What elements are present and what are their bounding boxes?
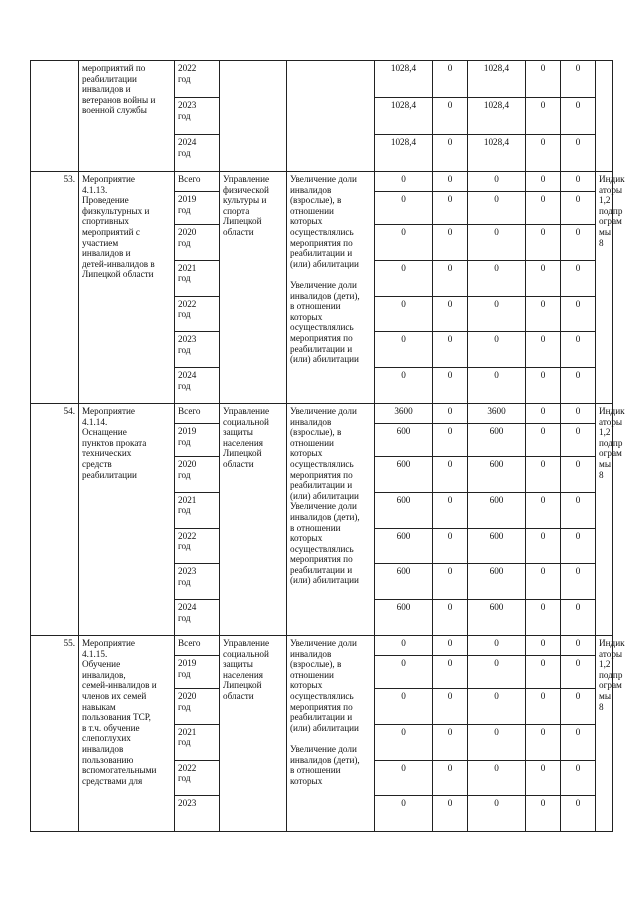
cell-year: 2020 год [175, 688, 220, 724]
cell-local-value: 0 [526, 172, 561, 192]
cell-local-value: 0 [526, 403, 561, 423]
cell-federal-value: 0 [433, 635, 468, 655]
cell-regional-value: 600 [468, 600, 526, 636]
cell-number: 55. [31, 635, 79, 831]
cell-year: 2023 год [175, 332, 220, 368]
cell-result: Увеличение доли инвалидов (взрослые), в отношении которых осуществлялись мероприятия по реабилитации и (или) абилитации Увеличение доли инвалидов (дети), в отношении которых [287, 635, 375, 831]
cell-local-value: 0 [526, 368, 561, 404]
cell-federal-value: 0 [433, 225, 468, 261]
cell-local-value: 0 [526, 492, 561, 528]
cell-regional-value: 600 [468, 423, 526, 456]
cell-regional-value: 0 [468, 655, 526, 688]
cell-other-value: 0 [561, 760, 596, 796]
cell-local-value: 0 [526, 296, 561, 332]
cell-local-value: 0 [526, 635, 561, 655]
cell-regional-value: 1028,4 [468, 98, 526, 135]
cell-indicator: Индик аторы 1,2 подпр ограм мы 8 [596, 172, 613, 404]
cell-regional-value: 0 [468, 332, 526, 368]
cell-federal-value: 0 [433, 456, 468, 492]
cell-local-value: 0 [526, 192, 561, 225]
cell-other-value: 0 [561, 655, 596, 688]
cell-total-value: 0 [375, 635, 433, 655]
cell-federal-value: 0 [433, 368, 468, 404]
cell-year: 2021 год [175, 260, 220, 296]
cell-number: 53. [31, 172, 79, 404]
cell-other-value: 0 [561, 260, 596, 296]
cell-local-value: 0 [526, 135, 561, 172]
cell-total-value: 0 [375, 368, 433, 404]
cell-other-value: 0 [561, 635, 596, 655]
cell-federal-value: 0 [433, 724, 468, 760]
cell-total-value: 600 [375, 492, 433, 528]
cell-measure: Мероприятие 4.1.15. Обучение инвалидов, семей-инвалидов и членов их семей навыкам пользования ТСР, в т.ч. обучение слепоглухих инвалидов пользованию вспомогательными средствами для [79, 635, 175, 831]
cell-year: Всего [175, 172, 220, 192]
cell-indicator: Индик аторы 1,2 подпр ограм мы 8 [596, 635, 613, 831]
table-row [31, 403, 613, 423]
cell-result: Увеличение доли инвалидов (взрослые), в отношении которых осуществлялись мероприятия по реабилитации и (или) абилитации Увеличение доли инвалидов (дети), в отношении которых осуществлялись мероприятия по реабилитации и (или) абилитации [287, 172, 375, 404]
cell-year: 2023 год [175, 98, 220, 135]
cell-total-value: 0 [375, 724, 433, 760]
cell-local-value: 0 [526, 688, 561, 724]
cell-total-value: 0 [375, 172, 433, 192]
cell-regional-value: 0 [468, 724, 526, 760]
cell-federal-value: 0 [433, 760, 468, 796]
cell-other-value: 0 [561, 61, 596, 98]
cell-executor: Управление социальной защиты населения Липецкой области [220, 403, 287, 635]
cell-result [287, 61, 375, 172]
cell-other-value: 0 [561, 192, 596, 225]
cell-total-value: 1028,4 [375, 135, 433, 172]
cell-year: 2022 год [175, 760, 220, 796]
cell-total-value: 600 [375, 600, 433, 636]
cell-regional-value: 0 [468, 260, 526, 296]
cell-other-value: 0 [561, 135, 596, 172]
cell-total-value: 600 [375, 423, 433, 456]
cell-local-value: 0 [526, 796, 561, 832]
cell-federal-value: 0 [433, 61, 468, 98]
cell-regional-value: 1028,4 [468, 61, 526, 98]
cell-total-value: 1028,4 [375, 98, 433, 135]
cell-year: 2023 год [175, 564, 220, 600]
cell-number: 54. [31, 403, 79, 635]
cell-year: 2022 год [175, 528, 220, 564]
cell-federal-value: 0 [433, 296, 468, 332]
cell-total-value: 3600 [375, 403, 433, 423]
cell-result: Увеличение доли инвалидов (взрослые), в отношении которых осуществлялись мероприятия по реабилитации и (или) абилитации Увеличение доли инвалидов (дети), в отношении которых осуществлялись мероприятия по реабилитации и (или) абилитации [287, 403, 375, 635]
cell-other-value: 0 [561, 368, 596, 404]
cell-regional-value: 0 [468, 368, 526, 404]
cell-year: Всего [175, 635, 220, 655]
cell-year: 2024 год [175, 135, 220, 172]
cell-executor: Управление социальной защиты населения Липецкой области [220, 635, 287, 831]
cell-total-value: 600 [375, 528, 433, 564]
cell-regional-value: 0 [468, 760, 526, 796]
cell-local-value: 0 [526, 456, 561, 492]
cell-local-value: 0 [526, 98, 561, 135]
cell-other-value: 0 [561, 492, 596, 528]
cell-total-value: 0 [375, 260, 433, 296]
cell-total-value: 1028,4 [375, 61, 433, 98]
cell-local-value: 0 [526, 528, 561, 564]
cell-federal-value: 0 [433, 655, 468, 688]
cell-federal-value: 0 [433, 135, 468, 172]
cell-total-value: 0 [375, 296, 433, 332]
cell-year: 2019 год [175, 192, 220, 225]
cell-measure: мероприятий по реабилитации инвалидов и ветеранов войны и военной службы [79, 61, 175, 172]
cell-year: 2020 год [175, 456, 220, 492]
cell-regional-value: 0 [468, 688, 526, 724]
cell-federal-value: 0 [433, 688, 468, 724]
cell-year: 2023 [175, 796, 220, 832]
cell-federal-value: 0 [433, 528, 468, 564]
cell-regional-value: 3600 [468, 403, 526, 423]
cell-local-value: 0 [526, 760, 561, 796]
cell-regional-value: 0 [468, 296, 526, 332]
cell-number [31, 61, 79, 172]
cell-year: 2021 год [175, 492, 220, 528]
program-table [30, 60, 625, 832]
cell-year: 2022 год [175, 61, 220, 98]
cell-total-value: 600 [375, 564, 433, 600]
cell-total-value: 0 [375, 225, 433, 261]
cell-local-value: 0 [526, 332, 561, 368]
cell-total-value: 0 [375, 192, 433, 225]
cell-total-value: 0 [375, 688, 433, 724]
table-row [31, 635, 613, 655]
cell-other-value: 0 [561, 564, 596, 600]
cell-regional-value: 600 [468, 492, 526, 528]
cell-indicator [596, 61, 613, 172]
cell-other-value: 0 [561, 423, 596, 456]
cell-executor [220, 61, 287, 172]
cell-regional-value: 600 [468, 564, 526, 600]
table-body [31, 61, 625, 832]
cell-regional-value: 0 [468, 225, 526, 261]
cell-local-value: 0 [526, 600, 561, 636]
cell-regional-value: 0 [468, 796, 526, 832]
cell-measure: Мероприятие 4.1.13. Проведение физкультурных и спортивных мероприятий с участием инвалидов и детей-инвалидов в Липецкой области [79, 172, 175, 404]
cell-regional-value: 600 [468, 456, 526, 492]
cell-federal-value: 0 [433, 564, 468, 600]
cell-federal-value: 0 [433, 172, 468, 192]
cell-other-value: 0 [561, 172, 596, 192]
cell-indicator: Индик аторы 1,2 подпр ограм мы 8 [596, 403, 613, 635]
cell-federal-value: 0 [433, 492, 468, 528]
cell-measure: Мероприятие 4.1.14. Оснащение пунктов проката технических средств реабилитации [79, 403, 175, 635]
cell-regional-value: 0 [468, 172, 526, 192]
cell-federal-value: 0 [433, 98, 468, 135]
cell-total-value: 0 [375, 332, 433, 368]
cell-other-value: 0 [561, 724, 596, 760]
cell-other-value: 0 [561, 456, 596, 492]
cell-total-value: 600 [375, 456, 433, 492]
cell-executor: Управление физической культуры и спорта Липецкой области [220, 172, 287, 404]
table-row [31, 61, 613, 98]
cell-federal-value: 0 [433, 192, 468, 225]
cell-other-value: 0 [561, 403, 596, 423]
cell-local-value: 0 [526, 564, 561, 600]
cell-federal-value: 0 [433, 260, 468, 296]
cell-year: 2021 год [175, 724, 220, 760]
cell-year: Всего [175, 403, 220, 423]
cell-other-value: 0 [561, 528, 596, 564]
cell-local-value: 0 [526, 225, 561, 261]
cell-federal-value: 0 [433, 796, 468, 832]
cell-local-value: 0 [526, 423, 561, 456]
cell-regional-value: 600 [468, 528, 526, 564]
cell-local-value: 0 [526, 724, 561, 760]
cell-federal-value: 0 [433, 423, 468, 456]
cell-other-value: 0 [561, 600, 596, 636]
cell-local-value: 0 [526, 260, 561, 296]
table-row [31, 172, 613, 192]
cell-federal-value: 0 [433, 403, 468, 423]
cell-regional-value: 0 [468, 635, 526, 655]
cell-regional-value: 1028,4 [468, 135, 526, 172]
cell-year: 2024 год [175, 368, 220, 404]
cell-federal-value: 0 [433, 600, 468, 636]
cell-federal-value: 0 [433, 332, 468, 368]
cell-local-value: 0 [526, 61, 561, 98]
cell-other-value: 0 [561, 225, 596, 261]
cell-other-value: 0 [561, 688, 596, 724]
cell-year: 2019 год [175, 423, 220, 456]
cell-total-value: 0 [375, 760, 433, 796]
cell-other-value: 0 [561, 296, 596, 332]
cell-year: 2019 год [175, 655, 220, 688]
cell-year: 2020 год [175, 225, 220, 261]
cell-other-value: 0 [561, 796, 596, 832]
cell-regional-value: 0 [468, 192, 526, 225]
cell-total-value: 0 [375, 796, 433, 832]
cell-other-value: 0 [561, 98, 596, 135]
cell-year: 2022 год [175, 296, 220, 332]
cell-total-value: 0 [375, 655, 433, 688]
cell-other-value: 0 [561, 332, 596, 368]
cell-local-value: 0 [526, 655, 561, 688]
cell-year: 2024 год [175, 600, 220, 636]
